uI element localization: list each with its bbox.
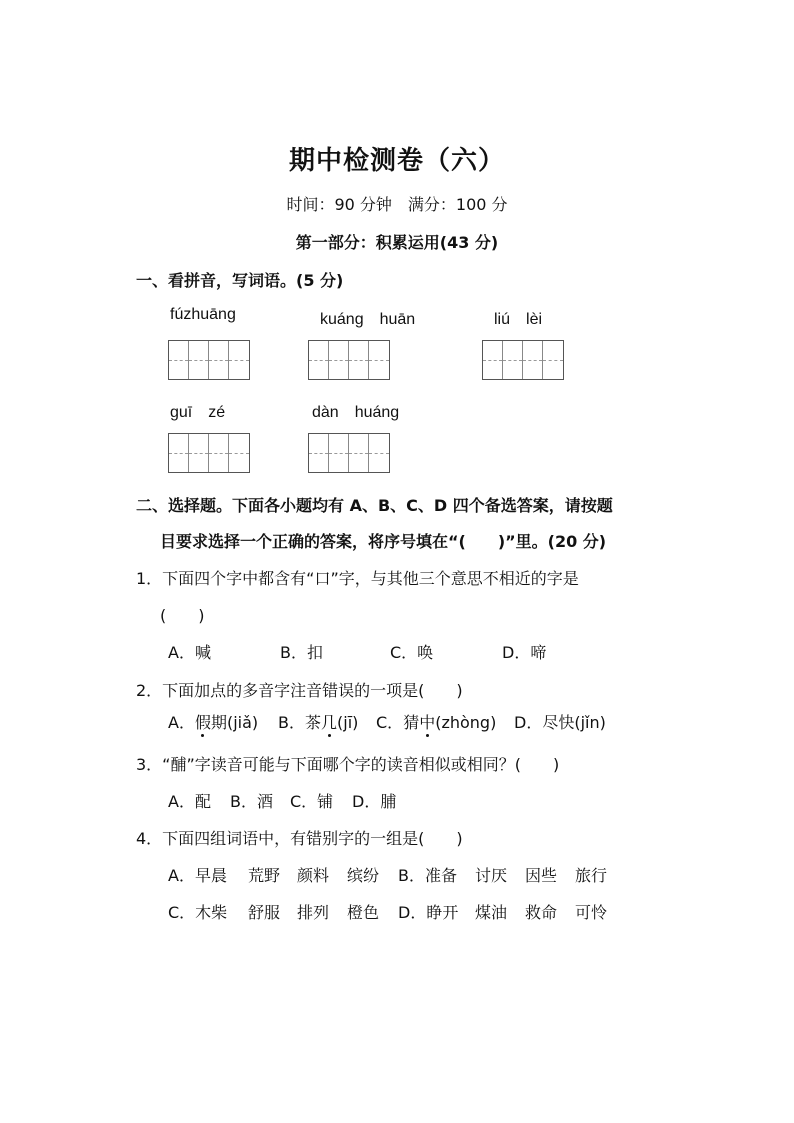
q4-option-c[interactable]: C．木柴 [168,903,228,922]
q3-option-a[interactable]: A．配 [168,792,211,811]
q3-stem: 3．“酺”字读音可能与下面哪个字的读音相似或相同？( ) [136,755,560,774]
q2-d-pre: 尽 [542,713,559,732]
q4-word: 荒野 [248,866,281,885]
pinyin-3: liú lèi [494,311,543,328]
q4-word: 颜料 [297,866,330,885]
q3-option-c[interactable]: C．铺 [290,792,334,811]
q1-option-a[interactable]: A．喊 [168,643,211,662]
section1-heading: 一、看拼音，写词语。(5 分) [136,271,344,290]
q1-option-b[interactable]: B．扣 [280,643,323,662]
q4-word: 煤油 [475,903,508,922]
pinyin-2: kuáng huān [320,311,416,328]
q2-option-d[interactable] [514,710,606,733]
writing-grid-2[interactable] [308,340,390,380]
q4-word: 可怜 [575,903,608,922]
pinyin-4: guī zé [170,404,226,421]
q4-word: 橙色 [347,903,380,922]
q2-b-prefix: B． [278,713,305,732]
q2-c-dotted-char: 中 [419,710,435,733]
part-heading: 第一部分：积累运用(43 分) [295,233,499,252]
page-title: 期中检测卷（六） [288,146,505,176]
q2-a-prefix: A． [168,713,195,732]
q2-option-b[interactable] [278,710,358,733]
q2-a-dotted-char: 假 [195,710,211,733]
q2-option-c[interactable] [376,710,496,733]
q2-d-rest: 快(jǐn) [558,713,606,732]
q4-option-b[interactable]: B．准备 [398,866,457,885]
writing-grid-5[interactable] [308,433,390,473]
q4-option-a[interactable]: A．早晨 [168,866,227,885]
q4-word: 因些 [525,866,558,885]
pinyin-5: dàn huáng [312,404,400,421]
q4-word: 舒服 [248,903,281,922]
q2-c-pre: 猜 [403,713,420,732]
q2-c-rest: (zhòng) [435,713,497,732]
q2-b-dotted-char: 几 [321,710,337,733]
q2-b-rest: (jī) [337,713,359,732]
q4-word: 缤纷 [347,866,380,885]
q4-word: 旅行 [575,866,608,885]
pinyin-1: fúzhuāng [170,306,236,323]
writing-grid-3[interactable] [482,340,564,380]
q2-b-pre: 茶 [304,713,321,732]
q1-option-c[interactable]: C．唤 [390,643,434,662]
q2-stem: 2．下面加点的多音字注音错误的一项是( ) [136,681,463,700]
q4-stem: 4．下面四组词语中，有错别字的一组是( ) [136,829,463,848]
exam-meta: 时间：90 分钟 满分：100 分 [286,195,508,214]
q2-d-prefix: D． [514,713,543,732]
q4-word: 排列 [297,903,330,922]
section2-heading-line1: 二、选择题。下面各小题均有 A、B、C、D 四个备选答案，请按题 [136,496,613,515]
writing-grid-1[interactable] [168,340,250,380]
q4-word: 救命 [525,903,558,922]
q4-word: 讨厌 [475,866,508,885]
q1-stem: 1．下面四个字中都含有“口”字，与其他三个意思不相近的字是 [136,569,579,588]
q2-a-rest: 期(jiǎ) [210,713,259,732]
q3-option-b[interactable]: B．酒 [230,792,273,811]
q2-option-a[interactable] [168,710,258,733]
q3-option-d[interactable]: D．脯 [352,792,397,811]
q1-option-d[interactable]: D．啼 [502,643,547,662]
section2-heading-line2: 目要求选择一个正确的答案，将序号填在“( )”里。(20 分) [160,532,607,551]
q1-answer-blank[interactable]: ( ) [160,606,205,625]
q2-c-prefix: C． [376,713,404,732]
q4-option-d[interactable]: D．睁开 [398,903,459,922]
writing-grid-4[interactable] [168,433,250,473]
